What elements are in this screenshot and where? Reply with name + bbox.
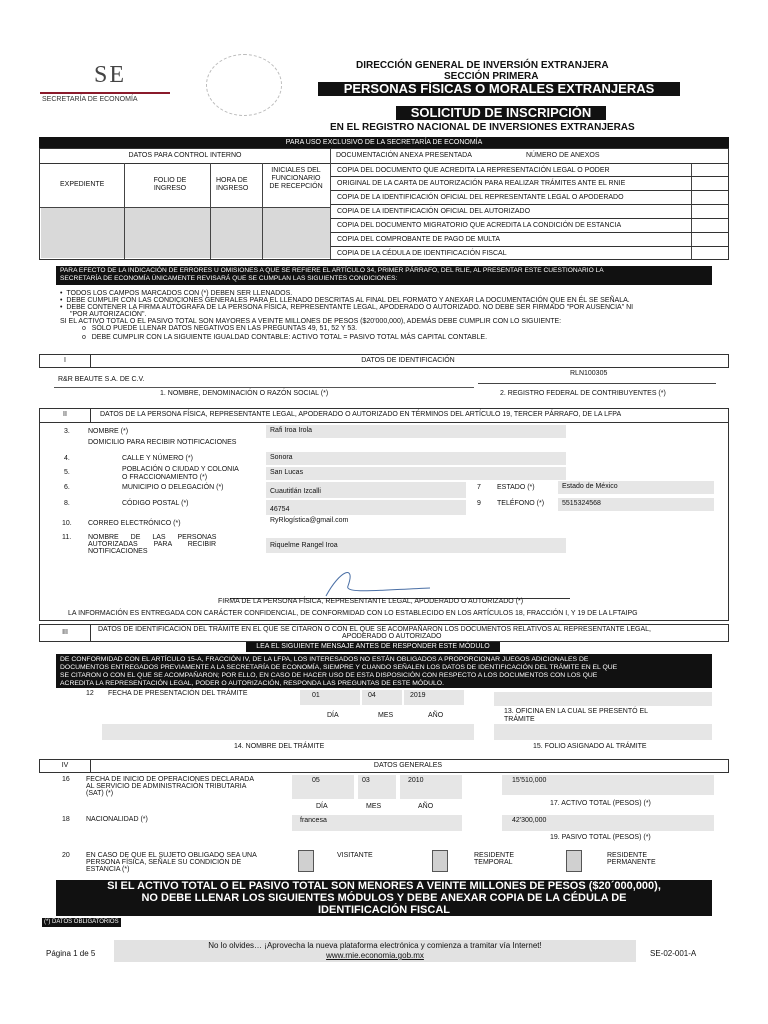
total-liabilities-label: 19. PASIVO TOTAL (PESOS) (*) (550, 834, 651, 841)
doc-row: COPIA DEL COMPROBANTE DE PAGO DE MULTA (331, 232, 728, 246)
phone-label: TELÉFONO (*) (497, 500, 545, 507)
office-label: 13. OFICINA EN LA CUAL SE PRESENTÓ EL (504, 708, 649, 715)
promo-text: No lo olvides… ¡Aprovecha la nueva plataforma electrónica y comienza a tramitar vía Internet! (208, 941, 542, 950)
street-field[interactable]: Sonora (266, 452, 566, 465)
section-3-message: DE CONFORMIDAD CON EL ARTÍCULO 15-A, FRACCIÓN IV, DE LA LFPA, LOS INTERESADOS NO ESTÁN OBLIGADOS A PROPORCIONAR JUEGOS ADICIONALES DE DOCUMENTOS ENTREGADOS PREVIAMENTE A LA SECRETARÍA DE ECONOMÍA, SIEMPRE Y CUANDO SEÑALEN LOS DATOS DE IDENTIFICACIÓN DEL TRÁMITE EN EL QUE SE CITARON O CON EL QUE SE ACOMPAÑARON; POR ELLO, EN CASO DE HACER USO DE ESTA DISPOSICIÓN CON RESPECTO A LOS DOCUMENTOS CON LOS QUE ACREDITA LA REPRESENTACIÓN LEGAL, PODER O AUTORIZACIÓN, RESPONDA LAS PREGUNTAS DE ESTE MÓDULO. (56, 654, 712, 688)
total-assets-label: 17. ACTIVO TOTAL (PESOS) (*) (550, 800, 651, 807)
total-assets-field[interactable]: 15'510,000 (502, 775, 714, 795)
docs-header: DOCUMENTACIÓN ANEXA PRESENTADA (336, 152, 472, 159)
doc-row: COPIA DE LA IDENTIFICACIÓN OFICIAL DEL AUTORIZADO (331, 204, 728, 218)
residence-label-2: PERSONA FÍSICA, SEÑALE SU CONDICIÓN DE (86, 859, 242, 866)
procedure-name-field[interactable] (102, 724, 474, 740)
street-label: CALLE Y NÚMERO (*) (122, 455, 193, 462)
phone-field[interactable]: 5515324568 (558, 498, 714, 511)
logo-subtitle: SECRETARÍA DE ECONOMÍA (42, 96, 138, 103)
residence-label-3: ESTANCIA (*) (86, 866, 130, 873)
start-date-label-2: AL SERVICIO DE ADMINISTRACIÓN TRIBUTARIA (86, 783, 247, 790)
col-hora: HORA DE INGRESO (216, 177, 249, 192)
permanent-resident-checkbox[interactable] (566, 850, 582, 872)
email-label: CORREO ELECTRÓNICO (*) (88, 520, 181, 527)
header-section: SECCIÓN PRIMERA (444, 71, 539, 82)
authorized-label-3: NOTIFICACIONES (88, 548, 148, 555)
folio-field[interactable] (494, 724, 712, 740)
header-persons: PERSONAS FÍSICAS O MORALES EXTRANJERAS (318, 82, 680, 96)
municipality-label: MUNICIPIO O DELEGACIÓN (*) (122, 484, 224, 491)
col-iniciales: INICIALES DEL FUNCIONARIO DE RECEPCIÓN (269, 167, 323, 190)
city-label: POBLACIÓN O CIUDAD Y COLONIA (122, 466, 239, 473)
section-2-header: II DATOS DE LA PERSONA FÍSICA, REPRESENTANTE LEGAL, APODERADO O AUTORIZADO EN TÉRMINOS DEL ARTÍCULO 19, TERCER PÁRRAFO, DE LA LFPA (39, 408, 729, 423)
confidential-note: LA INFORMACIÓN ES ENTREGADA CON CARÁCTER CONFIDENCIAL, DE CONFORMIDAD CON LO ESTABLECIDO EN LOS ARTÍCULOS 18, FRACCIÓN I, Y 19 DE LA LFTAIPG (68, 610, 638, 617)
se-logo (40, 62, 180, 108)
municipality-field[interactable]: Cuautitlán Izcalli (266, 482, 466, 498)
office-field[interactable] (494, 692, 712, 706)
start-date-label-3: (SAT) (*) (86, 790, 114, 797)
temporary-resident-checkbox[interactable] (432, 850, 448, 872)
mandatory-note: (*) DATOS OBLIGATORIOS (44, 919, 119, 925)
promo-box (114, 940, 636, 962)
condition: "POR AUTORIZACIÓN". (70, 311, 147, 318)
conditions-list (60, 290, 720, 346)
rfc-field[interactable]: RLN100305 (478, 368, 714, 380)
nationality-field[interactable]: francesa (292, 815, 462, 831)
date-year-field[interactable]: 2019 (404, 690, 464, 705)
condition: SI EL ACTIVO TOTAL O EL PASIVO TOTAL SON MAYORES A VEINTE MILLONES DE PESOS ($20'000,000), ADEMÁS DEBE CUMPLIR CON LO SIGUIENTE: (60, 318, 562, 325)
col-folio: FOLIO DE INGRESO (153, 177, 187, 192)
signature-label: FIRMA DE LA PERSONA FÍSICA, REPRESENTANTE LEGAL, APODERADO O AUTORIZADO (*) (218, 598, 524, 605)
logo-text: SE (94, 62, 127, 88)
header-request: SOLICITUD DE INSCRIPCIÓN (396, 106, 606, 120)
address-heading: DOMICILIO PARA RECIBIR NOTIFICACIONES (88, 439, 237, 446)
notice-box (56, 266, 712, 285)
header-dir: DIRECCIÓN GENERAL DE INVERSIÓN EXTRANJERA (356, 60, 609, 71)
start-day-field[interactable]: 05 (292, 775, 354, 799)
header-registry: EN EL REGISTRO NACIONAL DE INVERSIONES EXTRANJERAS (330, 122, 635, 133)
field-iniciales[interactable] (263, 208, 330, 258)
folio-label: 15. FOLIO ASIGNADO AL TRÁMITE (533, 743, 647, 750)
postal-code-label: CÓDIGO POSTAL (*) (122, 500, 189, 507)
doc-row: COPIA DE LA CÉDULA DE IDENTIFICACIÓN FISCAL (331, 246, 728, 260)
name-field[interactable]: Rafi Iroa Irola (266, 425, 566, 438)
doc-row: COPIA DEL DOCUMENTO MIGRATORIO QUE ACREDITA LA CONDICIÓN DE ESTANCIA (331, 218, 728, 232)
condition: o SÓLO PUEDE LLENAR DATOS NEGATIVOS EN LAS PREGUNTAS 49, 51, 52 Y 53. (82, 325, 358, 332)
office-label-2: TRÁMITE (504, 716, 535, 723)
start-month-field[interactable]: 03 (358, 775, 396, 799)
page-number: Página 1 de 5 (46, 949, 96, 958)
annex-header: NÚMERO DE ANEXOS (526, 152, 600, 159)
procedure-name-label: 14. NOMBRE DEL TRÁMITE (234, 743, 325, 750)
city-field[interactable]: San Lucas (266, 467, 566, 480)
total-liabilities-field[interactable]: 42'300,000 (502, 815, 714, 831)
visitor-checkbox[interactable] (298, 850, 314, 872)
col-expediente: EXPEDIENTE (60, 181, 105, 188)
email-field[interactable]: RyRlogística@gmail.com (266, 515, 566, 528)
doc-list (331, 163, 728, 259)
start-date-label: FECHA DE INICIO DE OPERACIONES DECLARADA (86, 776, 255, 783)
condition: • DEBE CONTENER LA FIRMA AUTÓGRAFA DE LA PERSONA FÍSICA, REPRESENTANTE LEGAL, APODERADO O AUTORIZADO. NO DEBE SER FIRMADO "POR AUSENCIA" NI (60, 304, 634, 311)
company-name-field[interactable]: R&R BEAUTE S.A. DE C.V. (54, 374, 474, 388)
presentation-date-label: FECHA DE PRESENTACIÓN DEL TRÁMITE (108, 690, 248, 697)
authorized-label-2: AUTORIZADAS PARA RECIBIR (88, 541, 217, 548)
company-name-label: 1. NOMBRE, DENOMINACIÓN O RAZÓN SOCIAL (*) (160, 390, 329, 397)
name-label: NOMBRE (*) (88, 428, 129, 435)
condition: o DEBE CUMPLIR CON LA SIGUIENTE IGUALDAD CONTABLE: ACTIVO TOTAL = PASIVO TOTAL MÁS CAPITAL CONTABLE. (82, 334, 488, 341)
signature-area[interactable] (230, 560, 570, 599)
permanent-resident-label: RESIDENTE (607, 852, 648, 859)
date-day-field[interactable]: 01 (300, 690, 360, 705)
warning-banner: SI EL ACTIVO TOTAL O EL PASIVO TOTAL SON MENORES A VEINTE MILLONES DE PESOS ($20´000,000), NO DEBE LLENAR LOS SIGUIENTES MÓDULOS Y DEBE ANEXAR COPIA DE LA CÉDULA DE IDENTIFICACIÓN FISCAL (56, 880, 712, 916)
control-header: DATOS PARA CONTROL INTERNO (40, 149, 330, 164)
doc-row: ORIGINAL DE LA CARTA DE AUTORIZACIÓN PARA REALIZAR TRÁMITES ANTE EL RNIE (331, 176, 728, 190)
section-4-header: IV DATOS GENERALES (39, 759, 729, 773)
internal-table (39, 148, 729, 260)
field-expediente[interactable] (41, 208, 124, 258)
temporary-resident-label: RESIDENTE (474, 852, 515, 859)
condition: • TODOS LOS CAMPOS MARCADOS CON (*) DEBEN SER LLENADOS. (60, 290, 293, 297)
state-field[interactable]: Estado de México (558, 481, 714, 494)
authorized-label: NOMBRE DE LAS PERSONAS (88, 534, 217, 541)
postal-code-field[interactable]: 46754 (266, 500, 466, 516)
promo-link[interactable]: www.rnie.economia.gob.mx (326, 951, 424, 960)
start-year-field[interactable]: 2010 (400, 775, 462, 799)
doc-row: COPIA DEL DOCUMENTO QUE ACREDITA LA REPRESENTACIÓN LEGAL O PODER (331, 163, 728, 177)
city-label-2: O FRACCIONAMIENTO (*) (122, 474, 208, 481)
field-folio[interactable] (125, 208, 210, 258)
permanent-resident-label-2: PERMANENTE (607, 859, 656, 866)
nationality-label: NACIONALIDAD (*) (86, 816, 148, 823)
doc-row: COPIA DE LA IDENTIFICACIÓN OFICIAL DEL REPRESENTANTE LEGAL O APODERADO (331, 190, 728, 204)
date-month-field[interactable]: 04 (362, 690, 402, 705)
form-code: SE-02-001-A (650, 949, 697, 958)
section-1-header: I DATOS DE IDENTIFICACIÓN (39, 354, 729, 368)
coat-of-arms-seal (206, 54, 282, 116)
field-hora[interactable] (211, 208, 262, 258)
read-message-banner: LEA EL SIGUIENTE MENSAJE ANTES DE RESPONDER ESTE MÓDULO (246, 642, 500, 652)
logo-rule (40, 92, 170, 94)
residence-label: EN CASO DE QUE EL SUJETO OBLIGADO SEA UNA (86, 852, 257, 859)
internal-title: PARA USO EXCLUSIVO DE LA SECRETARÍA DE ECONOMÍA (39, 137, 729, 148)
section-3-header: III DATOS DE IDENTIFICACIÓN DEL TRÁMITE EN EL QUE SE CITARON O CON EL QUE SE ACOMPAÑARON LOS DOCUMENTOS RELATIVOS AL REPRESENTANTE LEGAL, APODERADO O AUTORIZADO (39, 624, 729, 642)
signature-scribble (230, 560, 570, 598)
notice-line2: SECRETARÍA DE ECONOMÍA ÚNICAMENTE REVISARÁ QUE SE CUMPLAN LAS SIGUIENTES CONDICIONES: (60, 275, 398, 282)
authorized-field[interactable]: Riquelme Rangel Iroa (266, 538, 566, 553)
temporary-resident-label-2: TEMPORAL (474, 859, 513, 866)
rfc-label: 2. REGISTRO FEDERAL DE CONTRIBUYENTES (*) (500, 390, 666, 397)
notice-line1: PARA EFECTO DE LA INDICACIÓN DE ERRORES U OMISIONES A QUE SE REFIERE EL ARTÍCULO 34, PRIMER PÁRRAFO, DEL RLIE, AL PRESENTAR ESTE CUESTIONARIO LA (60, 267, 604, 274)
state-label: ESTADO (*) (497, 484, 535, 491)
condition: • DEBE CUMPLIR CON LAS CONDICIONES GENERALES PARA EL LLENADO DESCRITAS AL FINAL DEL FORMATO Y ANEXAR LA DOCUMENTACIÓN QUE EN ÉL SE SEÑALA. (60, 297, 630, 304)
visitor-label: VISITANTE (337, 852, 373, 859)
